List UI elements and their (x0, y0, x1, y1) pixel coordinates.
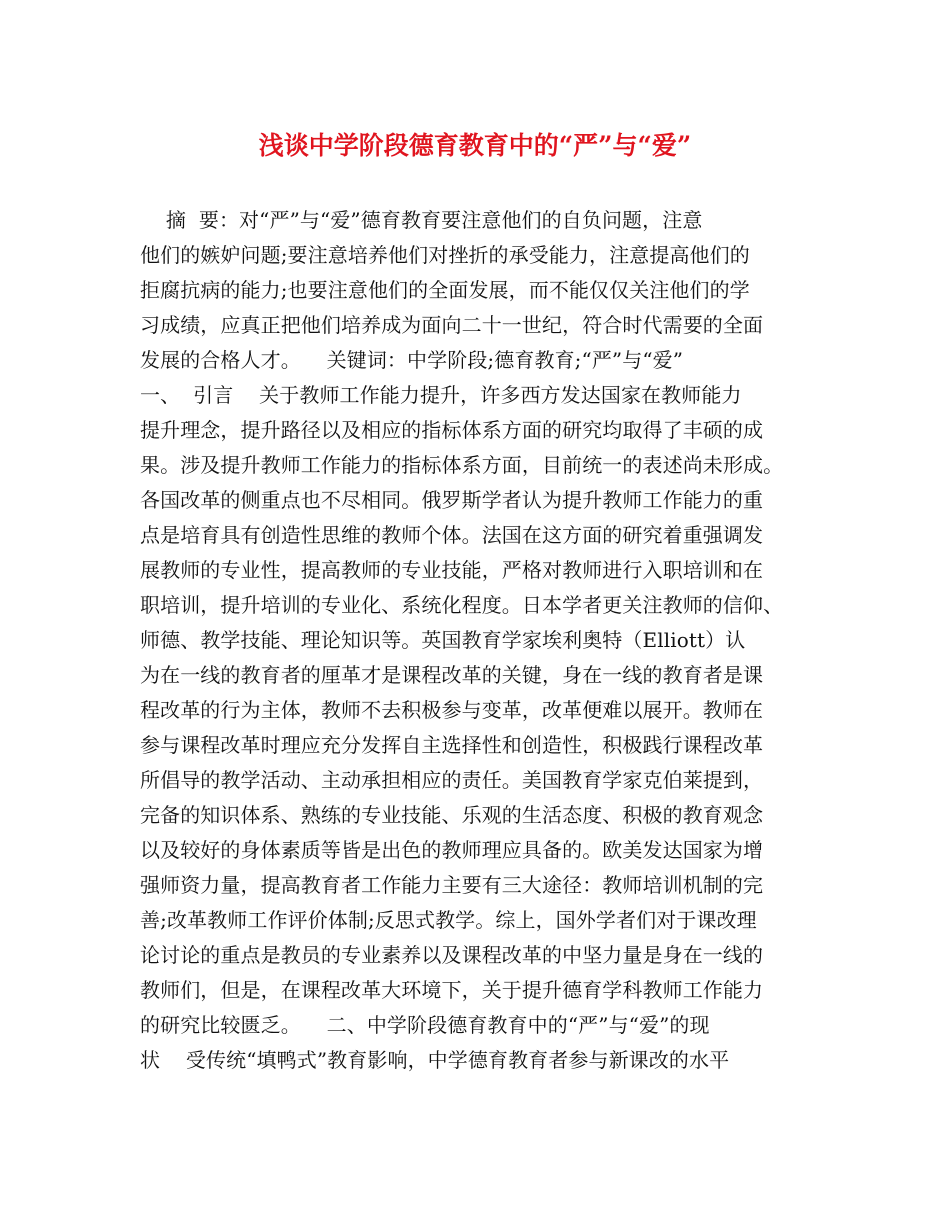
body-text-line: 师德、教学技能、理论知识等。英国教育学家埃利奥特（Elliott）认 (140, 628, 746, 652)
document-body (140, 203, 840, 1078)
body-text-line: 职培训，提升培训的专业化、系统化程度。日本学者更关注教师的信仰、 (140, 593, 784, 617)
body-text-line: 完备的知识体系、熟练的专业技能、乐观的生活态度、积极的教育观念 (140, 803, 764, 827)
document-title: 浅谈中学阶段德育教育中的“严”与“爱” (258, 131, 692, 160)
body-text-line: 善;改革教师工作评价体制;反思式教学。综上，国外学者们对于课改理 (140, 908, 757, 932)
body-text-line: 所倡导的教学活动、主动承担相应的责任。美国教育学家克伯莱提到， (140, 768, 764, 792)
body-text-line: 点是培育具有创造性思维的教师个体。法国在这方面的研究着重强调发 (140, 523, 764, 547)
body-text-line: 一、 引言 关于教师工作能力提升，许多西方发达国家在教师能力 (140, 383, 742, 407)
body-text-line: 拒腐抗病的能力;也要注意他们的全面发展，而不能仅仅关注他们的学 (140, 278, 750, 302)
body-text-line: 各国改革的侧重点也不尽相同。俄罗斯学者认为提升教师工作能力的重 (140, 488, 764, 512)
body-text-line: 的研究比较匮乏。 二、中学阶段德育教育中的“严”与“爱”的现 (140, 1013, 710, 1037)
body-text-line: 为在一线的教育者的厘革才是课程改革的关键，身在一线的教育者是课 (140, 663, 764, 687)
body-text-line: 强师资力量，提高教育者工作能力主要有三大途径：教师培训机制的完 (140, 873, 764, 897)
body-text-line: 展教师的专业性，提高教师的专业技能，严格对教师进行入职培训和在 (140, 558, 764, 582)
body-text-line: 摘 要：对“严”与“爱”德育教育要注意他们的自负问题，注意 (140, 208, 703, 232)
body-text-line: 程改革的行为主体，教师不去积极参与变革，改革便难以展开。教师在 (140, 698, 764, 722)
body-text-line: 教师们，但是，在课程改革大环境下，关于提升德育学科教师工作能力 (140, 978, 764, 1002)
body-text-line: 发展的合格人才。 关键词：中学阶段;德育教育;“严”与“爱” (140, 348, 684, 372)
body-text-line: 参与课程改革时理应充分发挥自主选择性和创造性，积极践行课程改革 (140, 733, 764, 757)
body-text-line: 果。涉及提升教师工作能力的指标体系方面，目前统一的表述尚未形成。 (140, 453, 784, 477)
body-text-line: 习成绩，应真正把他们培养成为面向二十一世纪，符合时代需要的全面 (140, 313, 764, 337)
body-text-line: 提升理念，提升路径以及相应的指标体系方面的研究均取得了丰硕的成 (140, 418, 764, 442)
body-text-line: 他们的嫉妒问题;要注意培养他们对挫折的承受能力，注意提高他们的 (140, 243, 750, 267)
body-text-line: 状 受传统“填鸭式”教育影响，中学德育教育者参与新课改的水平 (140, 1048, 730, 1072)
body-text-line: 论讨论的重点是教员的专业素养以及课程改革的中坚力量是身在一线的 (140, 943, 764, 967)
body-text-line: 以及较好的身体素质等皆是出色的教师理应具备的。欧美发达国家为增 (140, 838, 764, 862)
